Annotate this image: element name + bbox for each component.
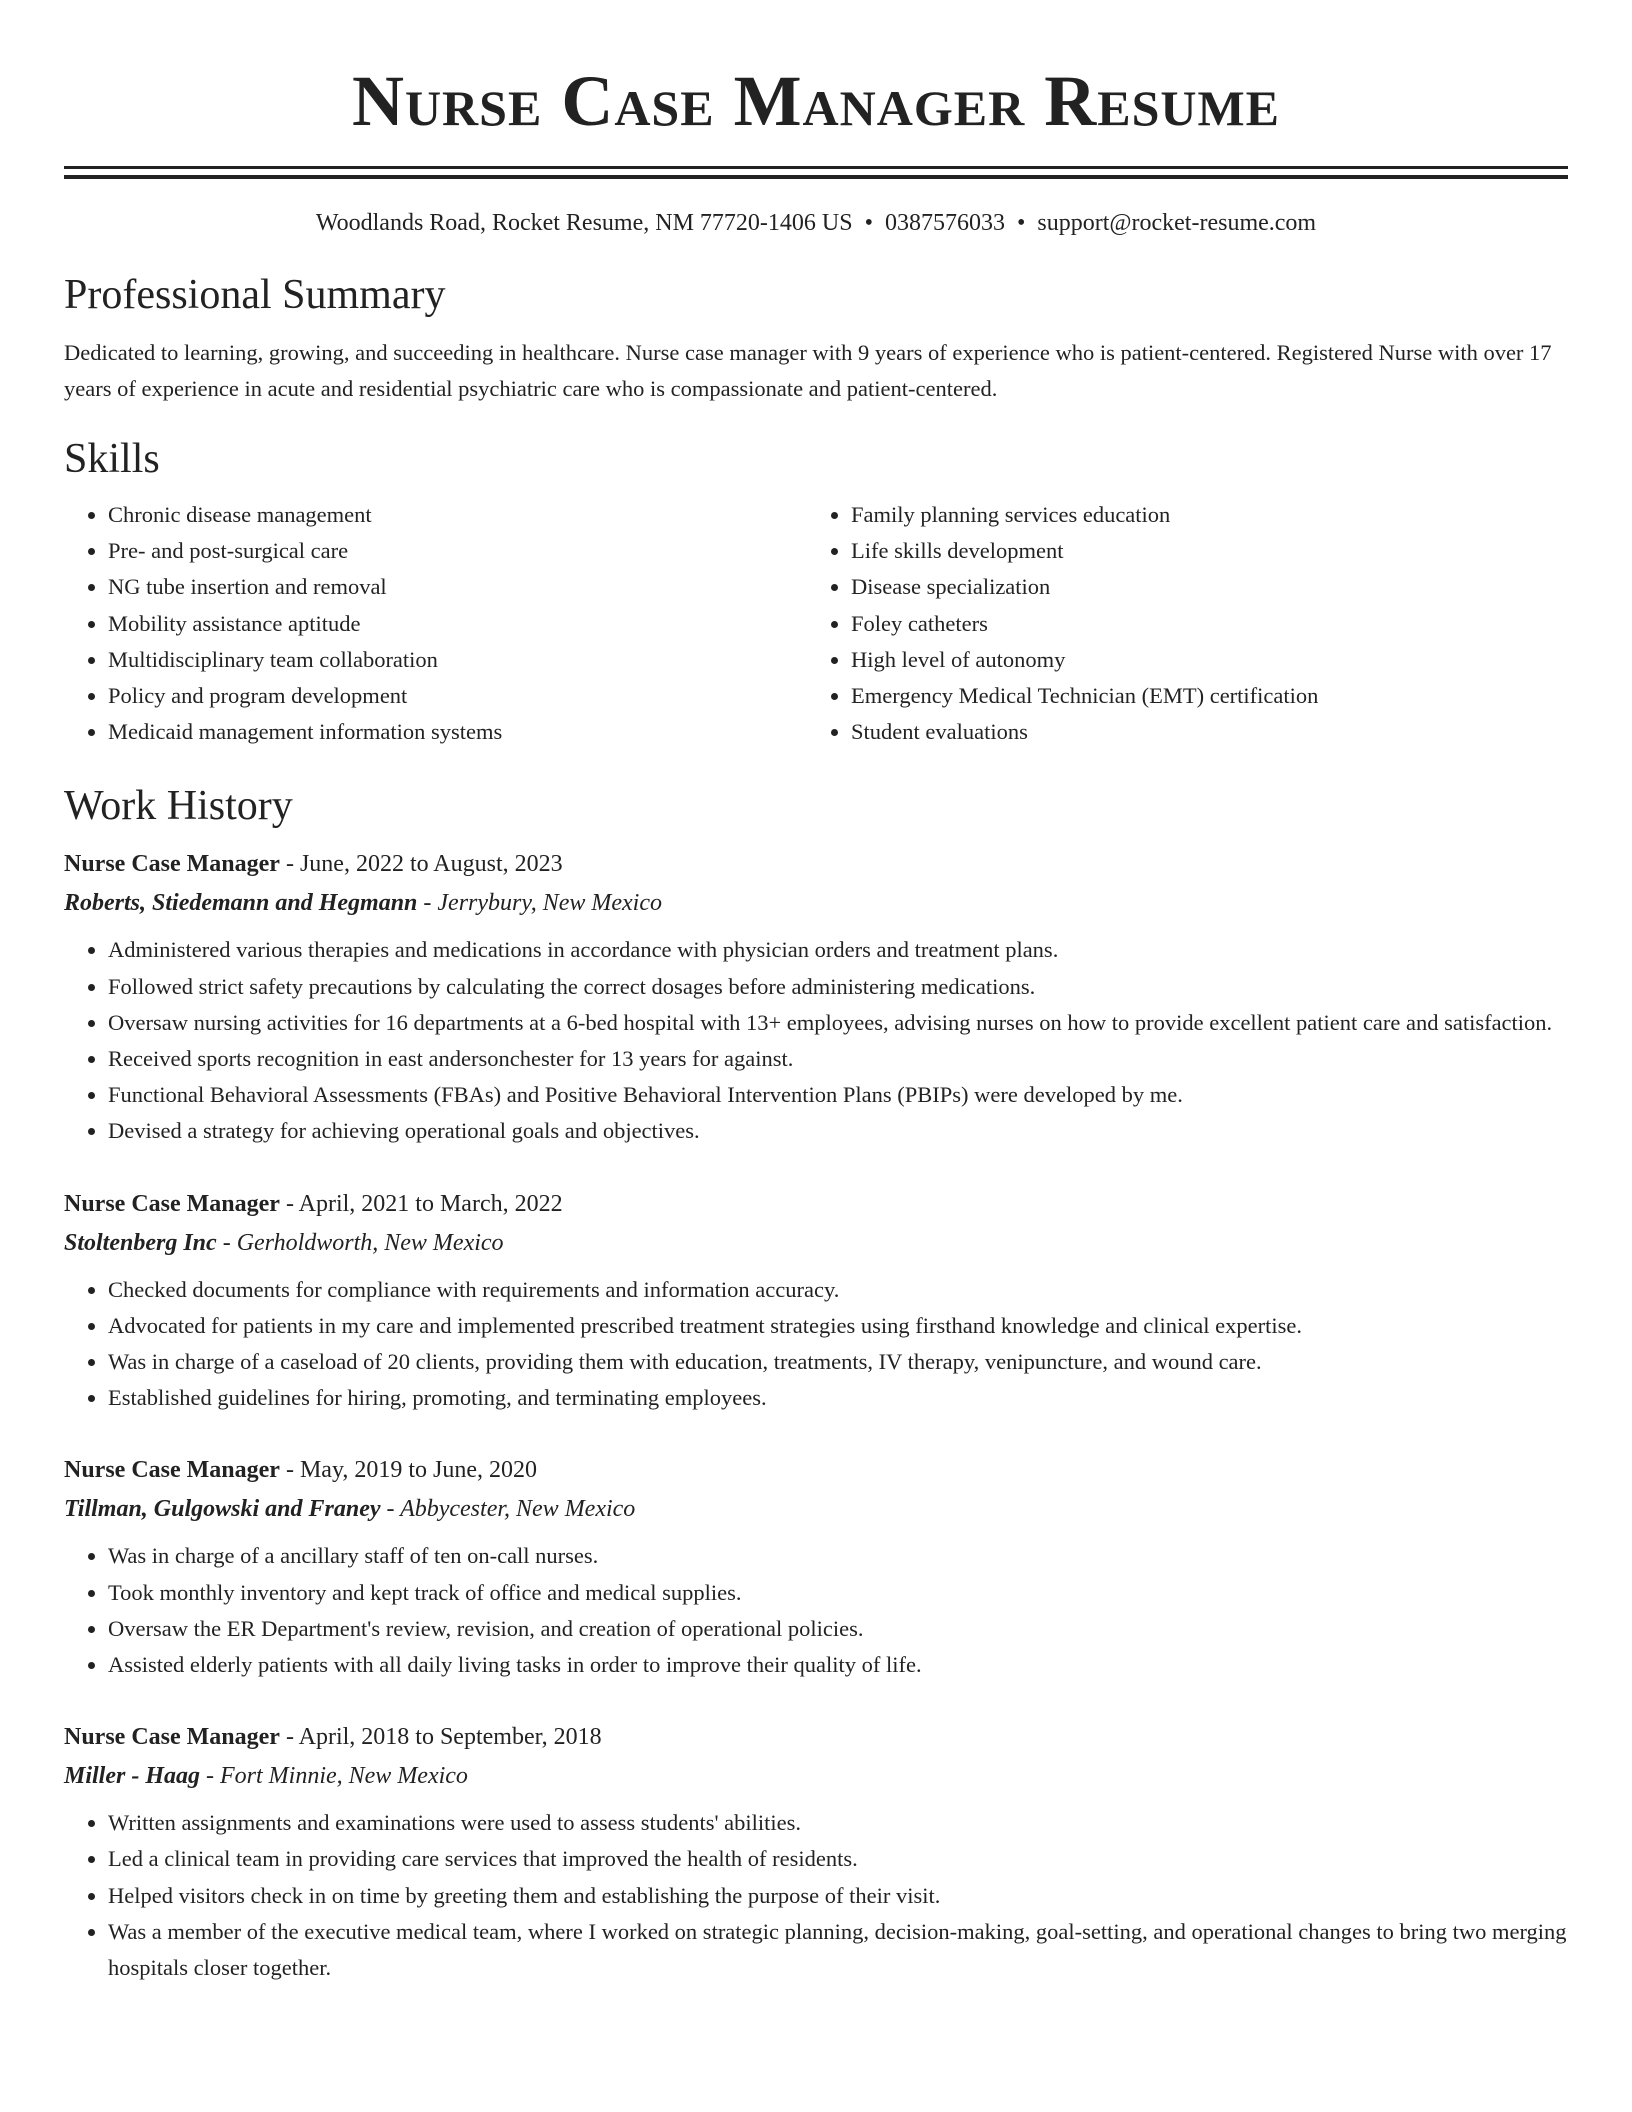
title-divider-top <box>64 166 1568 169</box>
job-dates: April, 2018 to September, 2018 <box>298 1724 602 1751</box>
job-bullet: • Took monthly inventory and kept track of office and medical supplies. <box>108 1575 1568 1611</box>
contact-phone: 0387576033 <box>885 210 1005 236</box>
job-dash: - <box>279 851 300 878</box>
skill-item: • Policy and program development <box>108 678 807 714</box>
job-company: Miller - Haag <box>64 1763 200 1790</box>
contact-email: support@rocket-resume.com <box>1037 210 1317 236</box>
job-entry <box>64 1184 1568 1417</box>
job-role: Nurse Case Manager <box>64 1724 280 1751</box>
section-heading-work-history: Work History <box>64 783 293 830</box>
skill-item: • Life skills development <box>851 533 1550 569</box>
contact-address: Woodlands Road, Rocket Resume, NM 77720-1406 US <box>315 210 853 236</box>
job-dash: - <box>417 890 438 917</box>
resume-title: Nurse Case Manager Resume <box>351 61 1281 141</box>
job-dash: - <box>279 1457 300 1484</box>
job-entry <box>64 1717 1568 1986</box>
skill-item: • Pre- and post-surgical care <box>108 533 807 569</box>
job-bullet: • Followed strict safety precautions by calculating the correct dosages before administering medications. <box>108 969 1568 1005</box>
skills-column-right <box>807 497 1550 750</box>
job-company-line <box>64 1757 1568 1795</box>
job-dash: - <box>216 1229 237 1256</box>
job-bullets <box>64 1538 1568 1683</box>
professional-summary-section <box>64 269 1568 407</box>
job-dates: June, 2022 to August, 2023 <box>299 851 563 878</box>
skills-section <box>64 433 1568 750</box>
job-entry <box>64 844 1568 1149</box>
skill-item: • Chronic disease management <box>108 497 807 533</box>
job-bullet: • Oversaw nursing activities for 16 departments at a 6-bed hospital with 13+ employees, advising nurses on how to provide excellent patient care and satisfaction. <box>108 1005 1568 1041</box>
job-bullets <box>64 1272 1568 1417</box>
job-location: Jerrybury, New Mexico <box>437 890 662 917</box>
job-company-line <box>64 884 1568 922</box>
skills-list-left <box>64 497 807 750</box>
job-title-line <box>64 1717 1568 1757</box>
job-title-line <box>64 1450 1568 1490</box>
job-role: Nurse Case Manager <box>64 851 280 878</box>
job-bullet: • Was in charge of a caseload of 20 clients, providing them with education, treatments, IV therapy, venipuncture, and wound care. <box>108 1344 1568 1380</box>
skill-item: • Student evaluations <box>851 714 1550 750</box>
skill-item: • Medicaid management information systems <box>108 714 807 750</box>
skill-item: • NG tube insertion and removal <box>108 569 807 605</box>
job-bullet: • Was a member of the executive medical team, where I worked on strategic planning, decision-making, goal-setting, and operational changes to bring two merging hospitals closer together. <box>108 1914 1568 1986</box>
job-bullet: • Received sports recognition in east andersonchester for 13 years for against. <box>108 1041 1568 1077</box>
job-dates: May, 2019 to June, 2020 <box>299 1457 538 1484</box>
skill-item: • High level of autonomy <box>851 642 1550 678</box>
contact-line <box>64 207 1568 239</box>
job-company: Tillman, Gulgowski and Franey <box>64 1496 381 1523</box>
job-bullet: • Checked documents for compliance with requirements and information accuracy. <box>108 1272 1568 1308</box>
job-dash: - <box>380 1496 401 1523</box>
skills-list-right <box>807 497 1550 750</box>
skill-item: • Foley catheters <box>851 606 1550 642</box>
skill-item: • Disease specialization <box>851 569 1550 605</box>
job-bullet: • Functional Behavioral Assessments (FBAs) and Positive Behavioral Intervention Plans (PBIPs) were developed by me. <box>108 1077 1568 1113</box>
job-role: Nurse Case Manager <box>64 1190 280 1217</box>
job-dates: April, 2021 to March, 2022 <box>298 1190 563 1217</box>
job-entry <box>64 1450 1568 1683</box>
job-bullet: • Helped visitors check in on time by greeting them and establishing the purpose of their visit. <box>108 1878 1568 1914</box>
skill-item: • Mobility assistance aptitude <box>108 606 807 642</box>
job-title-line <box>64 844 1568 884</box>
job-location: Abbycester, New Mexico <box>400 1496 636 1523</box>
job-bullet: • Written assignments and examinations were used to assess students' abilities. <box>108 1805 1568 1841</box>
contact-separator: • <box>864 210 873 236</box>
skill-item: • Multidisciplinary team collaboration <box>108 642 807 678</box>
summary-text: Dedicated to learning, growing, and succeeding in healthcare. Nurse case manager with 9 years of experience who is patient-centered. Registered Nurse with over 17 years of experience in acute and residential psychiatric care who is compassionate and patient-centered. <box>64 340 1552 401</box>
job-title-line <box>64 1184 1568 1224</box>
section-heading-summary: Professional Summary <box>64 272 446 318</box>
skill-item: • Emergency Medical Technician (EMT) certification <box>851 678 1550 714</box>
job-bullet: • Assisted elderly patients with all daily living tasks in order to improve their quality of life. <box>108 1647 1568 1683</box>
job-dash: - <box>200 1763 220 1790</box>
work-history-section <box>64 780 1568 1986</box>
job-bullet: • Established guidelines for hiring, promoting, and terminating employees. <box>108 1380 1568 1416</box>
job-bullets <box>64 1805 1568 1986</box>
job-dash: - <box>279 1190 299 1217</box>
job-bullet: • Oversaw the ER Department's review, revision, and creation of operational policies. <box>108 1611 1568 1647</box>
job-company: Roberts, Stiedemann and Hegmann <box>64 890 418 917</box>
job-bullet: • Was in charge of a ancillary staff of ten on-call nurses. <box>108 1538 1568 1574</box>
job-bullets <box>64 932 1568 1149</box>
title-divider-bottom <box>64 175 1568 179</box>
job-bullet: • Devised a strategy for achieving operational goals and objectives. <box>108 1113 1568 1149</box>
job-location: Fort Minnie, New Mexico <box>220 1763 468 1790</box>
job-company: Stoltenberg Inc <box>64 1229 217 1256</box>
job-bullet: • Advocated for patients in my care and implemented prescribed treatment strategies using firsthand knowledge and clinical expertise. <box>108 1308 1568 1344</box>
skills-column-left <box>64 497 807 750</box>
skill-item: • Family planning services education <box>851 497 1550 533</box>
job-location: Gerholdworth, New Mexico <box>236 1229 504 1256</box>
job-role: Nurse Case Manager <box>64 1457 280 1484</box>
contact-separator: • <box>1017 210 1026 236</box>
job-company-line <box>64 1224 1568 1262</box>
job-company-line <box>64 1490 1568 1528</box>
skills-grid <box>64 497 1568 750</box>
job-dash: - <box>279 1724 299 1751</box>
section-heading-skills: Skills <box>64 436 160 482</box>
job-bullet: • Led a clinical team in providing care services that improved the health of residents. <box>108 1841 1568 1877</box>
job-bullet: • Administered various therapies and medications in accordance with physician orders and treatment plans. <box>108 932 1568 968</box>
